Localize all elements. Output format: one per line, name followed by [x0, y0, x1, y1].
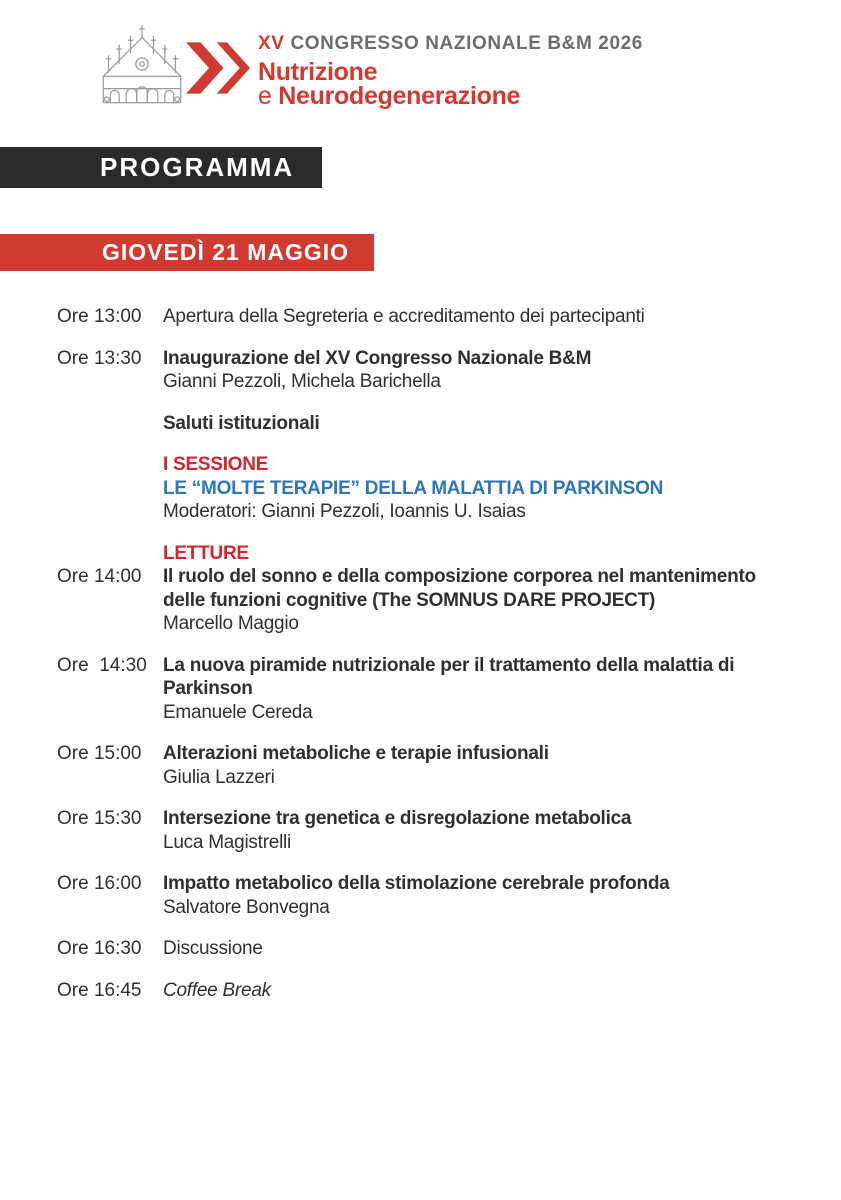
event-title-line2: delle funzioni cognitive (The SOMNUS DARE PROJECT)	[163, 589, 656, 611]
break-label: Coffee Break	[163, 979, 271, 1001]
time-label: Ore 15:00	[57, 743, 142, 764]
theme-prefix: e	[258, 82, 272, 110]
speakers: Marcello Maggio	[163, 613, 299, 634]
schedule-row	[57, 305, 831, 329]
programma-banner-label: PROGRAMMA	[100, 152, 295, 182]
event-details	[163, 807, 831, 854]
event-title: Apertura della Segreteria e accreditamento dei partecipanti	[163, 306, 645, 327]
event-details	[163, 742, 831, 789]
theme-main: Neurodegenerazione	[278, 82, 521, 110]
time-label: Ore 13:00	[57, 306, 142, 327]
time-label: Ore 16:30	[57, 938, 142, 959]
schedule-row	[57, 872, 831, 919]
schedule-row	[57, 347, 831, 394]
schedule-row	[57, 807, 831, 854]
time-label: Ore 14:30	[57, 654, 147, 676]
event-details	[163, 453, 831, 524]
schedule-row	[57, 937, 831, 961]
event-title: Impatto metabolico della stimolazione cerebrale profonda	[163, 873, 670, 894]
moderators: Moderatori: Gianni Pezzoli, Ioannis U. Isaias	[163, 501, 526, 522]
schedule-row	[57, 654, 831, 725]
congress-header	[258, 33, 643, 109]
day-banner	[0, 234, 374, 271]
event-details	[163, 347, 831, 394]
event-details	[163, 654, 831, 725]
event-title: Il ruolo del sonno e della composizione corporea nel mantenimento	[163, 566, 756, 587]
schedule-row	[57, 542, 831, 636]
speakers: Emanuele Cereda	[163, 701, 313, 723]
schedule-list	[57, 305, 831, 1020]
event-details	[163, 542, 831, 636]
event-title: Inaugurazione del XV Congresso Nazionale B&M	[163, 347, 592, 369]
duomo-cathedral-icon	[98, 20, 186, 108]
event-title: Intersezione tra genetica e disregolazione metabolica	[163, 808, 632, 829]
congress-theme-line2	[258, 84, 643, 109]
time-label: Ore 16:00	[57, 873, 142, 894]
event-title: Alterazioni metaboliche e terapie infusionali	[163, 743, 549, 764]
congress-name: CONGRESSO NAZIONALE B&M 2026	[290, 33, 643, 54]
speakers: Gianni Pezzoli, Michela Barichella	[163, 371, 441, 392]
time-label	[57, 412, 163, 436]
event-details	[163, 412, 831, 436]
event-title: La nuova piramide nutrizionale per il trattamento della malattia di	[163, 654, 735, 676]
schedule-row	[57, 453, 831, 524]
event-details	[163, 872, 831, 919]
schedule-row	[57, 979, 831, 1003]
time-label: Ore 15:30	[57, 808, 142, 829]
event-details	[163, 979, 831, 1003]
time-label: Ore 16:45	[57, 979, 142, 1001]
time-label: Ore 13:30	[57, 347, 142, 369]
speakers: Salvatore Bonvegna	[163, 896, 330, 918]
day-banner-label: GIOVEDÌ 21 MAGGIO	[102, 239, 350, 265]
event-details	[163, 937, 831, 961]
speakers: Giulia Lazzeri	[163, 766, 275, 788]
time-label: Ore 14:00	[57, 566, 142, 587]
section-heading: LETTURE	[163, 542, 249, 564]
time-label	[57, 453, 163, 524]
speakers: Luca Magistrelli	[163, 831, 291, 853]
event-title-line2: Parkinson	[163, 678, 253, 699]
schedule-row	[57, 742, 831, 789]
congress-theme-line1: Nutrizione	[258, 58, 378, 86]
event-title: Discussione	[163, 938, 263, 959]
congress-numeral: XV	[258, 33, 285, 54]
congress-edition-line	[258, 33, 643, 55]
double-chevron-right-icon	[186, 38, 250, 98]
event-details	[163, 305, 831, 329]
session-title: LE “MOLTE TERAPIE” DELLA MALATTIA DI PARKINSON	[163, 477, 664, 499]
event-title: Saluti istituzionali	[163, 412, 320, 434]
programma-banner	[0, 147, 322, 188]
schedule-row	[57, 412, 831, 436]
session-number: I SESSIONE	[163, 454, 269, 475]
